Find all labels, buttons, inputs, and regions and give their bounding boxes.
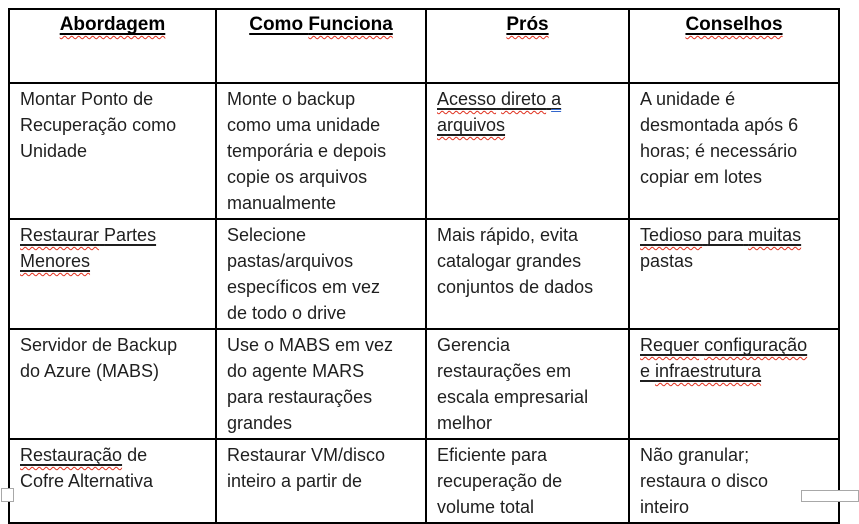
text-run: Como xyxy=(249,14,309,35)
spellcheck-squiggle-text: Restauração xyxy=(20,445,123,465)
text-run xyxy=(437,115,505,135)
header-cell[interactable] xyxy=(426,9,629,83)
text-run xyxy=(501,89,546,109)
spellcheck-squiggle-text: Prós xyxy=(506,14,549,35)
table-cell[interactable] xyxy=(9,439,216,523)
spellcheck-squiggle-text: Abordagem xyxy=(59,14,166,35)
table-row xyxy=(9,329,839,439)
table-header-row xyxy=(9,9,839,83)
table-cell[interactable]: Não granular; restaura o disco inteiro xyxy=(629,439,839,523)
table-row xyxy=(9,83,839,219)
text-run xyxy=(308,14,392,35)
text-run xyxy=(20,445,122,465)
table-cell[interactable] xyxy=(629,219,839,329)
text-run: de Cofre Alternativa xyxy=(20,445,154,491)
text-run xyxy=(551,89,561,109)
text-run: pastas xyxy=(640,251,694,271)
spellcheck-squiggle-text: Funciona xyxy=(308,14,393,35)
text-run xyxy=(685,14,782,35)
spellcheck-squiggle-text: muitas xyxy=(748,225,802,245)
table-row xyxy=(9,219,839,329)
text-run xyxy=(437,89,496,109)
table-cell[interactable]: Use o MABS em vez do agente MARS para restaurações grandes xyxy=(216,329,426,439)
table-cell[interactable]: Selecione pastas/arquivos específicos em vez de todo o drive xyxy=(216,219,426,329)
table-cell[interactable]: Servidor de Backup do Azure (MABS) xyxy=(9,329,216,439)
spellcheck-squiggle-text: Restaurar xyxy=(20,225,100,245)
spellcheck-squiggle-text: Tedioso xyxy=(640,225,703,245)
table-cell[interactable] xyxy=(426,83,629,219)
table-cell[interactable]: Monte o backup como uma unidade temporária e depois copie os arquivos manualmente xyxy=(216,83,426,219)
spellcheck-squiggle-text: Acesso xyxy=(437,89,497,109)
table-cell[interactable]: A unidade é desmontada após 6 horas; é necessário copiar em lotes xyxy=(629,83,839,219)
comparison-table xyxy=(8,8,840,524)
table-cell[interactable]: Montar Ponto de Recuperação como Unidade xyxy=(9,83,216,219)
spellcheck-squiggle-text: direto xyxy=(501,89,547,109)
table-cell[interactable]: Mais rápido, evita catalogar grandes conjuntos de dados xyxy=(426,219,629,329)
spellcheck-squiggle-text: Conselhos xyxy=(685,14,783,35)
spellcheck-squiggle-text: Requer xyxy=(640,335,700,355)
spellcheck-squiggle-text: configuração xyxy=(704,335,808,355)
table-cell[interactable]: Eficiente para recuperação de volume total xyxy=(426,439,629,523)
table-cell[interactable]: Restaurar VM/disco inteiro a partir de xyxy=(216,439,426,523)
spellcheck-squiggle-text: Menores xyxy=(20,251,91,271)
text-run: para xyxy=(707,225,744,245)
text-run: Partes xyxy=(104,225,157,245)
grammar-underline-text: a xyxy=(551,89,562,109)
text-run: e xyxy=(640,361,651,381)
text-run xyxy=(506,14,548,35)
table-resize-handle[interactable] xyxy=(1,488,14,502)
text-run xyxy=(60,14,166,35)
spellcheck-squiggle-text: arquivos xyxy=(437,115,506,135)
table-cell[interactable] xyxy=(629,329,839,439)
text-run xyxy=(640,335,699,355)
table-cell[interactable]: Gerencia restaurações em escala empresarial melhor xyxy=(426,329,629,439)
table-row xyxy=(9,439,839,523)
text-run xyxy=(640,225,702,245)
header-cell[interactable] xyxy=(629,9,839,83)
header-cell[interactable] xyxy=(216,9,426,83)
header-cell[interactable] xyxy=(9,9,216,83)
spellcheck-squiggle-text: infraestrutura xyxy=(655,361,762,381)
table-cell[interactable] xyxy=(9,219,216,329)
table-resize-handle[interactable] xyxy=(801,490,859,502)
text-run xyxy=(20,251,90,271)
text-run xyxy=(655,361,761,381)
text-run xyxy=(704,335,807,355)
text-run xyxy=(20,225,99,245)
text-run xyxy=(748,225,801,245)
